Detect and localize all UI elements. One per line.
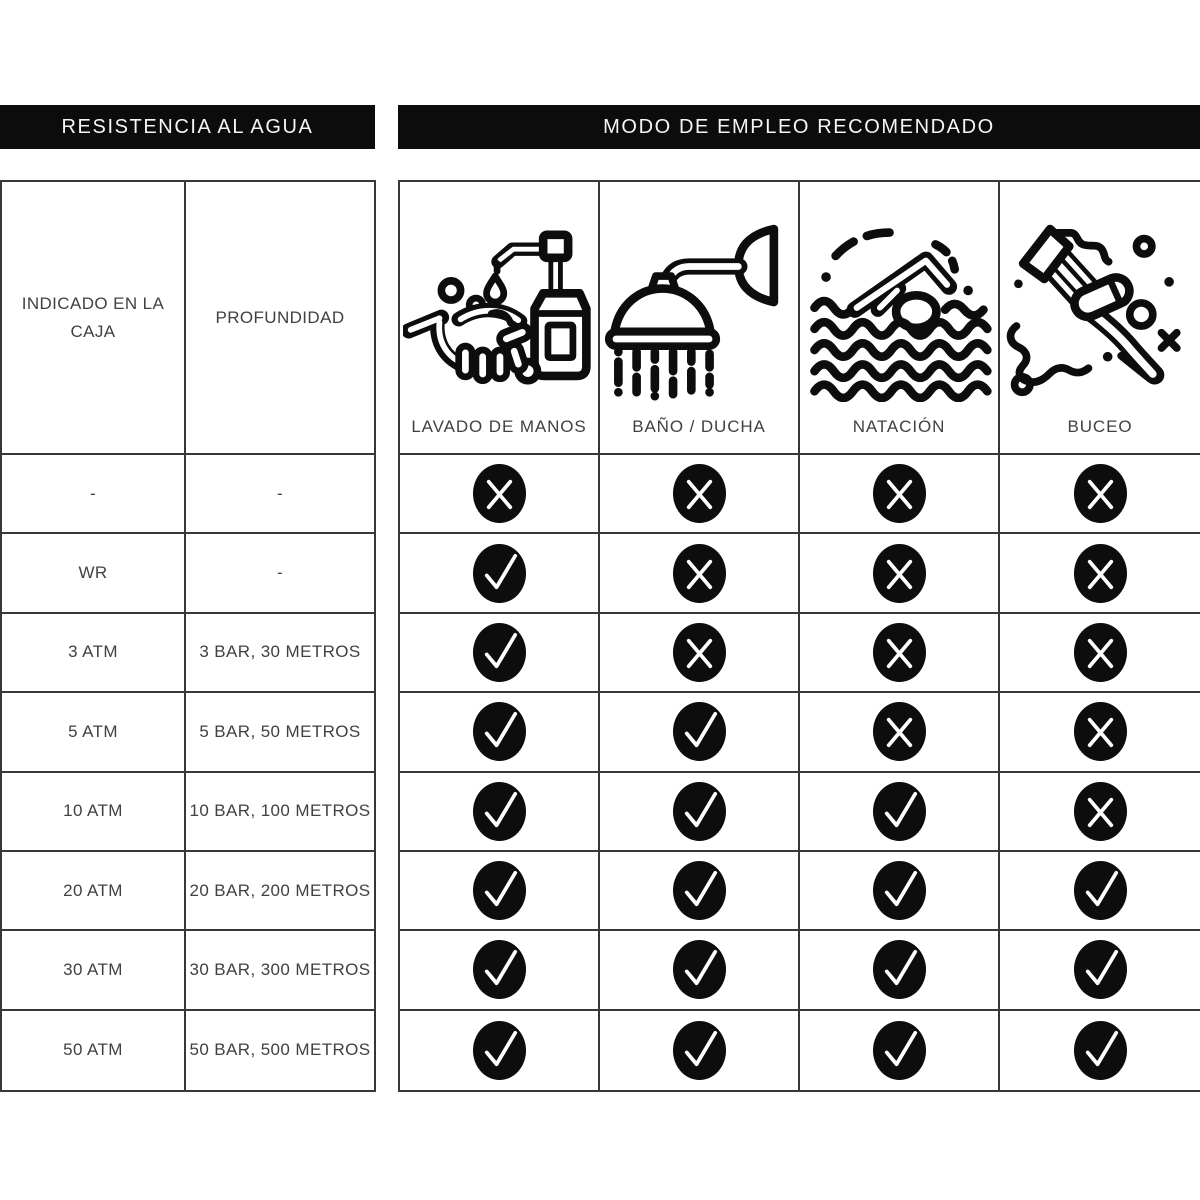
cross-badge bbox=[1073, 543, 1128, 604]
activity-label: BUCEO bbox=[1067, 417, 1133, 436]
cell-uso bbox=[400, 931, 600, 1010]
cross-badge bbox=[1073, 701, 1128, 762]
check-badge bbox=[672, 939, 727, 1000]
cross-badge bbox=[1073, 622, 1128, 683]
check-badge bbox=[472, 543, 527, 604]
cell-uso bbox=[800, 1011, 1000, 1090]
cell-uso bbox=[800, 614, 1000, 693]
check-badge bbox=[472, 781, 527, 842]
check-badge bbox=[472, 701, 527, 762]
cell-uso bbox=[600, 455, 800, 534]
cross-badge bbox=[872, 543, 927, 604]
cell-uso bbox=[600, 1011, 800, 1090]
column-header-profundidad: PROFUNDIDAD bbox=[186, 182, 374, 455]
cell-uso bbox=[400, 455, 600, 534]
cell-uso bbox=[800, 931, 1000, 1010]
cell-uso bbox=[1000, 614, 1200, 693]
handwash-icon bbox=[400, 182, 598, 417]
cross-badge bbox=[872, 701, 927, 762]
cell-uso bbox=[1000, 773, 1200, 852]
cell-profundidad: 20 BAR, 200 METROS bbox=[186, 852, 374, 931]
cell-uso bbox=[1000, 1011, 1200, 1090]
cross-badge bbox=[672, 622, 727, 683]
left-header-bar bbox=[0, 105, 375, 149]
cell-uso bbox=[1000, 534, 1200, 613]
cell-profundidad: - bbox=[186, 534, 374, 613]
cell-uso bbox=[800, 534, 1000, 613]
cell-uso bbox=[400, 773, 600, 852]
check-badge bbox=[872, 860, 927, 921]
cross-badge bbox=[672, 463, 727, 524]
activity-label: NATACIÓN bbox=[852, 417, 946, 436]
cell-profundidad: 3 BAR, 30 METROS bbox=[186, 614, 374, 693]
cross-badge bbox=[872, 463, 927, 524]
cross-badge bbox=[1073, 463, 1128, 524]
check-badge bbox=[872, 939, 927, 1000]
check-badge bbox=[472, 939, 527, 1000]
cell-profundidad: 5 BAR, 50 METROS bbox=[186, 693, 374, 772]
cross-badge bbox=[672, 543, 727, 604]
left-header-title: RESISTENCIA AL AGUA bbox=[61, 115, 314, 138]
column-header-indicado-en-la-caja: INDICADO EN LA CAJA bbox=[2, 182, 186, 455]
water-resistance-table bbox=[0, 180, 376, 1092]
cell-caja: 10 ATM bbox=[2, 773, 186, 852]
cell-uso bbox=[600, 773, 800, 852]
cell-uso bbox=[400, 852, 600, 931]
cross-badge bbox=[1073, 781, 1128, 842]
cell-uso bbox=[800, 455, 1000, 534]
cell-uso bbox=[600, 693, 800, 772]
cell-profundidad: 50 BAR, 500 METROS bbox=[189, 1040, 371, 1060]
check-badge bbox=[872, 781, 927, 842]
activity-label: BAÑO / DUCHA bbox=[632, 417, 766, 436]
check-badge bbox=[1073, 1020, 1128, 1081]
cell-uso bbox=[800, 693, 1000, 772]
check-badge bbox=[672, 701, 727, 762]
cell-uso bbox=[800, 773, 1000, 852]
right-header-title: MODO DE EMPLEO RECOMENDADO bbox=[603, 115, 995, 138]
check-badge bbox=[672, 860, 727, 921]
cell-uso bbox=[600, 614, 800, 693]
right-header-bar bbox=[398, 105, 1200, 149]
shower-icon bbox=[600, 182, 798, 417]
cell-caja: 20 ATM bbox=[2, 852, 186, 931]
cell-uso bbox=[400, 534, 600, 613]
diving-icon bbox=[1000, 182, 1200, 417]
check-badge bbox=[472, 1020, 527, 1081]
cell-caja: 30 ATM bbox=[2, 931, 186, 1010]
cell-uso bbox=[600, 852, 800, 931]
activity-header-diving bbox=[1000, 182, 1200, 455]
cross-badge bbox=[472, 463, 527, 524]
cell-caja: 3 ATM bbox=[2, 614, 186, 693]
check-badge bbox=[1073, 860, 1128, 921]
cell-uso bbox=[400, 1011, 600, 1090]
cross-badge bbox=[872, 622, 927, 683]
check-badge bbox=[672, 781, 727, 842]
activity-header-handwash bbox=[400, 182, 600, 455]
cell-uso bbox=[1000, 693, 1200, 772]
cell-uso bbox=[1000, 852, 1200, 931]
activity-header-swimming bbox=[800, 182, 1000, 455]
cell-profundidad: - bbox=[186, 455, 374, 534]
check-badge bbox=[672, 1020, 727, 1081]
activity-header-shower bbox=[600, 182, 800, 455]
cell-profundidad: 10 BAR, 100 METROS bbox=[186, 773, 374, 852]
recommended-usage-table bbox=[398, 180, 1200, 1092]
cell-uso bbox=[400, 693, 600, 772]
cell-uso bbox=[600, 931, 800, 1010]
cell-caja: 5 ATM bbox=[2, 693, 186, 772]
cell-uso bbox=[1000, 455, 1200, 534]
cell-profundidad: 30 BAR, 300 METROS bbox=[186, 931, 374, 1010]
cell-caja: - bbox=[2, 455, 186, 534]
swimming-icon bbox=[800, 182, 998, 417]
check-badge bbox=[1073, 939, 1128, 1000]
cell-caja: 50 ATM bbox=[2, 1011, 186, 1090]
cell-uso bbox=[600, 534, 800, 613]
activity-label: LAVADO DE MANOS bbox=[411, 417, 587, 436]
cell-uso bbox=[1000, 931, 1200, 1010]
cell-uso bbox=[800, 852, 1000, 931]
check-badge bbox=[472, 860, 527, 921]
check-badge bbox=[872, 1020, 927, 1081]
cell-caja: WR bbox=[2, 534, 186, 613]
check-badge bbox=[472, 622, 527, 683]
cell-uso bbox=[400, 614, 600, 693]
